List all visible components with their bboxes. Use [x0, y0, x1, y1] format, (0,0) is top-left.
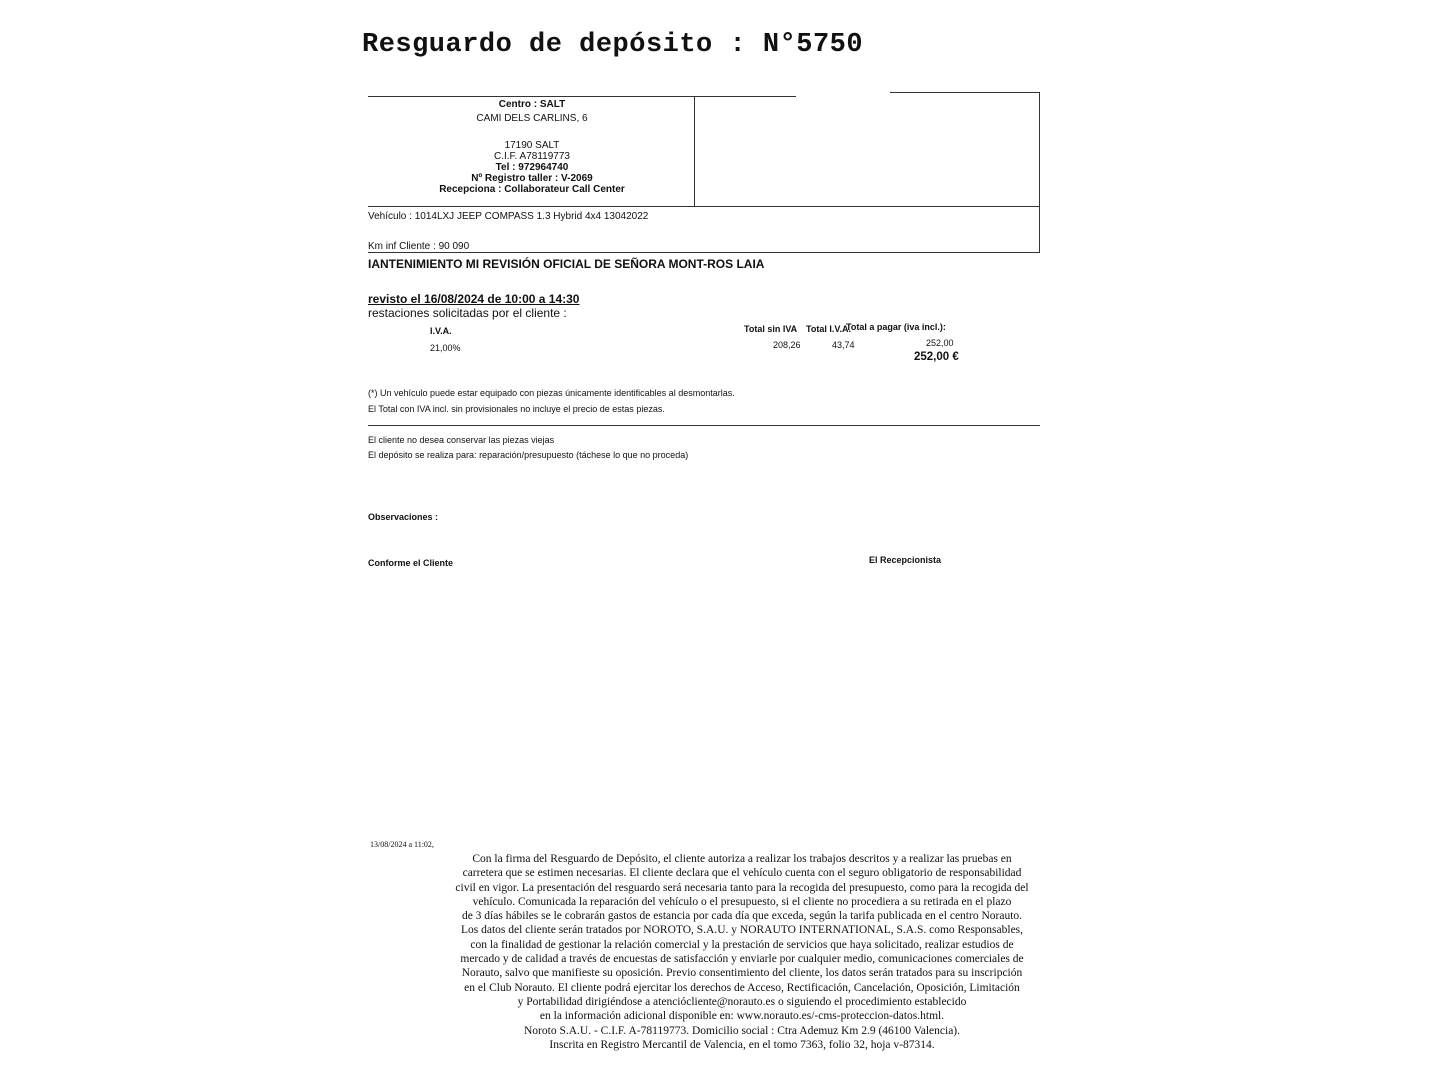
prestaciones-label: restaciones solicitadas por el cliente :	[368, 306, 567, 320]
footer-line: en la información adicional disponible en: www.norauto.es/-cms-proteccion-datos.html.	[539, 1010, 945, 1023]
header-total-pagar: Total a pagar (iva incl.):	[846, 322, 946, 332]
total-sin-iva: 208,26	[773, 340, 801, 350]
centre-name: Centro : SALT	[498, 99, 566, 110]
deposit-note-pieces: El cliente no desea conservar las piezas viejas	[368, 435, 555, 445]
centre-registro: Nº Registro taller : V-2069	[471, 173, 593, 184]
note-pieces: (*) Un vehículo puede estar equipado con piezas únicamente identificables al desmontarlas.	[368, 388, 735, 398]
box-middle-border	[368, 206, 1040, 207]
grand-total: 252,00 €	[914, 351, 959, 363]
footer-line: Los datos del cliente serán tratados por NOROTO, S.A.U. y NORAUTO INTERNATIONAL, S.A.S. como Responsables,	[460, 924, 1024, 937]
observaciones-label: Observaciones :	[368, 512, 439, 522]
centre-address: CAMI DELS CARLINS, 6	[476, 113, 588, 124]
document-title: Resguardo de depósito : N°5750	[362, 30, 864, 60]
total-pagar: 252,00	[926, 338, 954, 348]
footer-line: en el Club Norauto. El cliente podrá ejercitar los derechos de Acceso, Rectificación, Cancelación, Oposición, Limitación	[464, 981, 1020, 994]
footer-line: con la finalidad de gestionar la relación comercial y la prestación de servicios que haya solicitado, realizar estudios de	[470, 938, 1014, 951]
iva-rate: 21,00%	[430, 343, 461, 353]
footer-line: Norauto, salvo que manifieste su oposición. Previo consentimiento del cliente, los datos serán tratados para su inscripción	[461, 967, 1023, 980]
box-top-right-border	[890, 92, 1040, 93]
centre-cif: C.I.F. A78119773	[494, 151, 570, 162]
box-divider	[694, 96, 695, 206]
iva-label: I.V.A.	[430, 326, 452, 336]
timestamp: 13/08/2024 a 11:02,	[370, 840, 434, 849]
footer-line: Noroto S.A.U. - C.I.F. A-78119773. Domicilio social : Ctra Ademuz Km 2.9 (46100 Valencia).	[523, 1024, 961, 1037]
notes-divider	[368, 425, 1040, 426]
header-total-sin-iva: Total sin IVA	[744, 324, 798, 334]
footer-line: mercado y de calidad a través de encuestas de satisfacción y enviarle por cualquier medio, comunicaciones comerciales de	[460, 953, 1024, 966]
km-info: Km inf Cliente : 90 090	[368, 241, 470, 252]
box-right-border	[1039, 92, 1040, 252]
footer-line: Con la firma del Resguardo de Depósito, el cliente autoriza a realizar los trabajos descritos y a realizar las pruebas en	[472, 853, 1012, 865]
footer-line: y Portabilidad dirigiéndose a atenciócliente@norauto.es o siguiendo el procedimiento establecido	[517, 995, 967, 1008]
centre-info	[370, 99, 694, 195]
centre-tel: Tel : 972964740	[495, 162, 569, 173]
footer-line: vehículo. Comunicada la reparación del vehículo o el presupuesto, si el cliente no procediera a su retirada en el plazo	[472, 895, 1012, 908]
legal-footer	[418, 852, 1066, 1052]
footer-line: carretera que se estimen necesarias. El cliente declara que el vehículo cuenta con el seguro obligatorio de responsabilidad	[462, 867, 1022, 880]
vehicle-info: Vehículo : 1014LXJ JEEP COMPASS 1.3 Hybrid 4x4 13042022	[368, 211, 649, 222]
box-top-left-border	[368, 96, 796, 97]
service-title: IANTENIMIENTO MI REVISIÓN OFICIAL DE SEÑORA MONT-ROS LAIA	[368, 257, 765, 271]
footer-line: Inscrita en Registro Mercantil de Valencia, en el tomo 7363, folio 32, hoja v-87314.	[549, 1038, 935, 1051]
conforme-cliente-label: Conforme el Cliente	[368, 558, 454, 568]
footer-line: civil en vigor. La presentación del resguardo será necesaria tanto para la recogida del presupuesto, como para la recogida del	[455, 881, 1029, 894]
header-total-iva: Total I.V.A.	[806, 324, 852, 334]
box-bottom-border	[368, 252, 1040, 253]
centre-recepciona: Recepciona : Collaborateur Call Center	[439, 184, 625, 195]
recepcionista-label: El Recepcionista	[869, 555, 942, 565]
centre-postal: 17190 SALT	[504, 140, 560, 151]
note-total: El Total con IVA incl. sin provisionales no incluye el precio de estas piezas.	[368, 404, 665, 414]
scheduled-date: revisto el 16/08/2024 de 10:00 a 14:30	[368, 292, 580, 306]
total-iva: 43,74	[832, 340, 855, 350]
footer-line: de 3 días hábiles se le cobrarán gastos de estancia por cada día que exceda, según la tarifa publicada en el centro Norauto.	[461, 910, 1023, 923]
deposit-note-purpose: El depósito se realiza para: reparación/presupuesto (táchese lo que no proceda)	[368, 450, 689, 460]
